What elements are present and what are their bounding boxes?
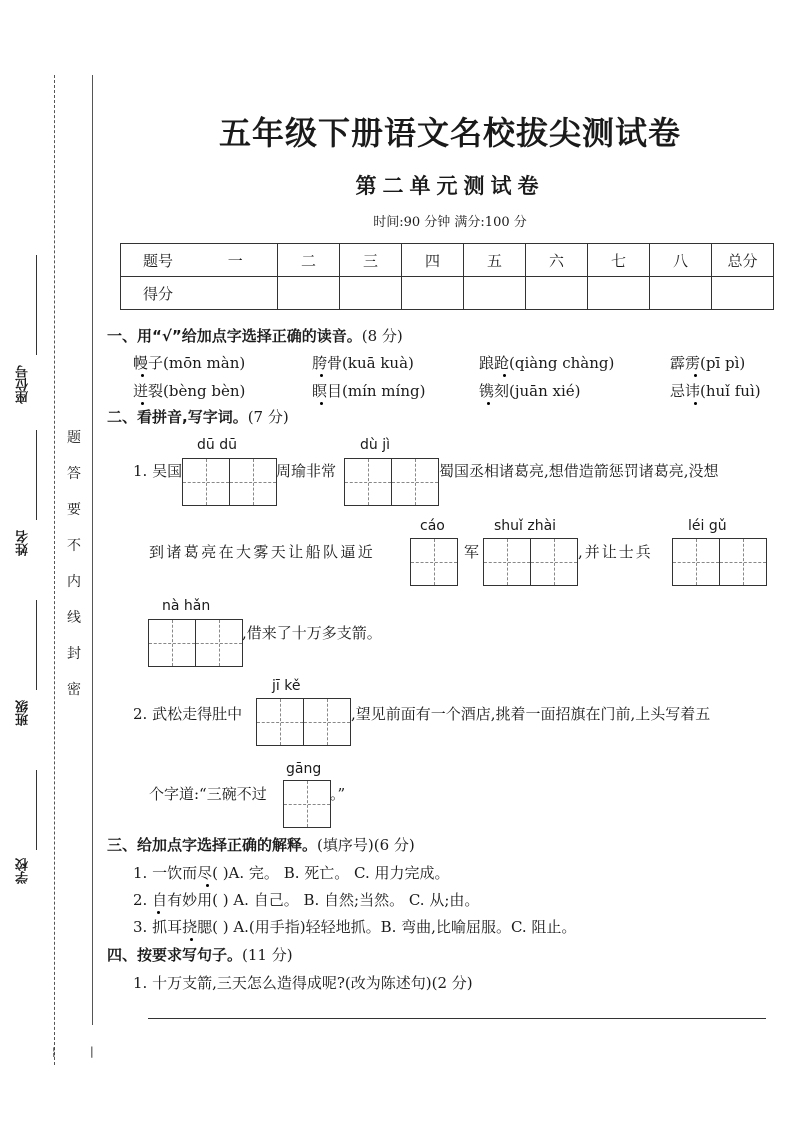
emphasis-dot [206, 884, 209, 887]
name-label: 姓名 [16, 530, 31, 556]
school-label: 学校 [16, 858, 31, 884]
pinyin-hint: dù jì [360, 437, 390, 453]
unit-subtitle: 第二单元测试卷 [355, 174, 545, 198]
pinyin-item: 迸裂(bèng bèn) [133, 382, 246, 400]
corner-mark: | [90, 1045, 94, 1058]
question-text: 周瑜非常 [276, 462, 337, 480]
pinyin-hint: nà hǎn [162, 598, 211, 614]
class-field[interactable] [36, 600, 37, 690]
school-field[interactable] [36, 770, 37, 850]
question-text: 到诸葛亮在大雾天让船队逼近 [149, 543, 376, 561]
score-cell[interactable] [526, 277, 588, 310]
pinyin-hint: léi gǔ [688, 518, 727, 534]
exam-title: 五年级下册语文名校拔尖测试卷 [218, 114, 681, 152]
class-label: 班级 [16, 700, 31, 726]
header-cell: 四 [402, 244, 464, 277]
pinyin-item: 幔子(mōn màn) [133, 354, 246, 372]
score-cell[interactable] [588, 277, 650, 310]
pinyin-hint: cáo [420, 518, 445, 534]
header-cell: 三 [340, 244, 402, 277]
emphasis-dot [141, 402, 144, 405]
emphasis-dot [694, 402, 697, 405]
score-cell[interactable] [340, 277, 402, 310]
question-text: ,望见前面有一个酒店,挑着一面招旗在门前,上头写着五 [351, 705, 711, 723]
emphasis-dot [503, 374, 506, 377]
header-cell: 二 [278, 244, 340, 277]
question-text: 1. 吴国 [133, 462, 183, 480]
choice-question: 1. 一饮而尽( )A. 完。 B. 死亡。 C. 用力完成。 [133, 864, 450, 882]
section4-heading: 四、按要求写句子。(11 分) [107, 946, 293, 964]
score-cell[interactable] [278, 277, 340, 310]
section3-heading: 三、给加点字选择正确的解释。(填序号)(6 分) [107, 836, 415, 854]
emphasis-dot [141, 374, 144, 377]
pinyin-hint: dū dū [197, 437, 237, 453]
header-cell: 八 [650, 244, 712, 277]
emphasis-dot [190, 938, 193, 941]
corner-mark: ¦ [52, 1045, 56, 1058]
score-cell[interactable] [650, 277, 712, 310]
char-grid[interactable] [256, 698, 351, 746]
score-table-header-row: 题号 一 [121, 244, 278, 277]
pinyin-item: 踉跄(qiàng chàng) [479, 354, 615, 372]
question-text: 2. 武松走得肚中 [133, 705, 243, 723]
score-cell[interactable] [712, 277, 774, 310]
pinyin-hint: gāng [286, 761, 322, 777]
header-cell: 五 [464, 244, 526, 277]
question-text: ,并让士兵 [578, 543, 653, 561]
question-text: 蜀国丞相诸葛亮,想借造箭惩罚诸葛亮,没想 [439, 462, 719, 480]
header-cell: 六 [526, 244, 588, 277]
seat-number-field[interactable] [36, 255, 37, 355]
score-table [120, 243, 774, 310]
pinyin-item: 胯骨(kuā kuà) [312, 354, 414, 372]
char-grid[interactable] [410, 538, 458, 586]
section1-heading: 一、用“√”给加点字选择正确的读音。(8 分) [107, 327, 403, 345]
binding-line [92, 75, 93, 1025]
question-text: 军 [464, 543, 480, 561]
char-grid[interactable] [148, 619, 243, 667]
answer-line[interactable] [148, 1018, 766, 1019]
score-cell[interactable] [464, 277, 526, 310]
rewrite-question: 1. 十万支箭,三天怎么造得成呢?(改为陈述句)(2 分) [133, 974, 473, 992]
time-info: 时间:90 分钟 满分:100 分 [373, 215, 527, 230]
question-text: 。” [330, 785, 346, 803]
cut-line-dashed [54, 75, 55, 1065]
char-grid[interactable] [344, 458, 439, 506]
pinyin-hint: shuǐ zhài [494, 518, 557, 534]
score-cell[interactable] [402, 277, 464, 310]
emphasis-dot [487, 402, 490, 405]
score-row-label: 得分 [121, 277, 278, 310]
question-text: ,借来了十万多支箭。 [242, 624, 382, 642]
seat-number-label: 座位号 [16, 365, 31, 404]
pinyin-item: 镌刻(juān xié) [479, 382, 581, 400]
choice-question: 2. 自有妙用( ) A. 自己。 B. 自然;当然。 C. 从;由。 [133, 891, 480, 909]
header-cell: 总分 [712, 244, 774, 277]
question-text: 个字道:“三碗不过 [149, 785, 267, 803]
char-grid[interactable] [182, 458, 277, 506]
emphasis-dot [694, 374, 697, 377]
name-field[interactable] [36, 430, 37, 520]
char-grid[interactable] [672, 538, 767, 586]
binding-warning: 题 答 要 不 内 线 封 密 [67, 430, 81, 698]
choice-question: 3. 抓耳挠腮( ) A.(用手指)轻轻地抓。B. 弯曲,比喻屈服。C. 阻止。 [133, 918, 577, 936]
pinyin-item: 瞑目(mín míng) [312, 382, 426, 400]
emphasis-dot [320, 402, 323, 405]
char-grid[interactable] [483, 538, 578, 586]
emphasis-dot [320, 374, 323, 377]
emphasis-dot [157, 911, 160, 914]
char-grid[interactable] [283, 780, 331, 828]
pinyin-hint: jī kě [272, 678, 301, 694]
pinyin-item: 霹雳(pī pì) [670, 354, 746, 372]
header-cell: 七 [588, 244, 650, 277]
pinyin-item: 忌讳(huǐ fuì) [670, 382, 761, 400]
section2-heading: 二、看拼音,写字词。(7 分) [107, 408, 289, 426]
